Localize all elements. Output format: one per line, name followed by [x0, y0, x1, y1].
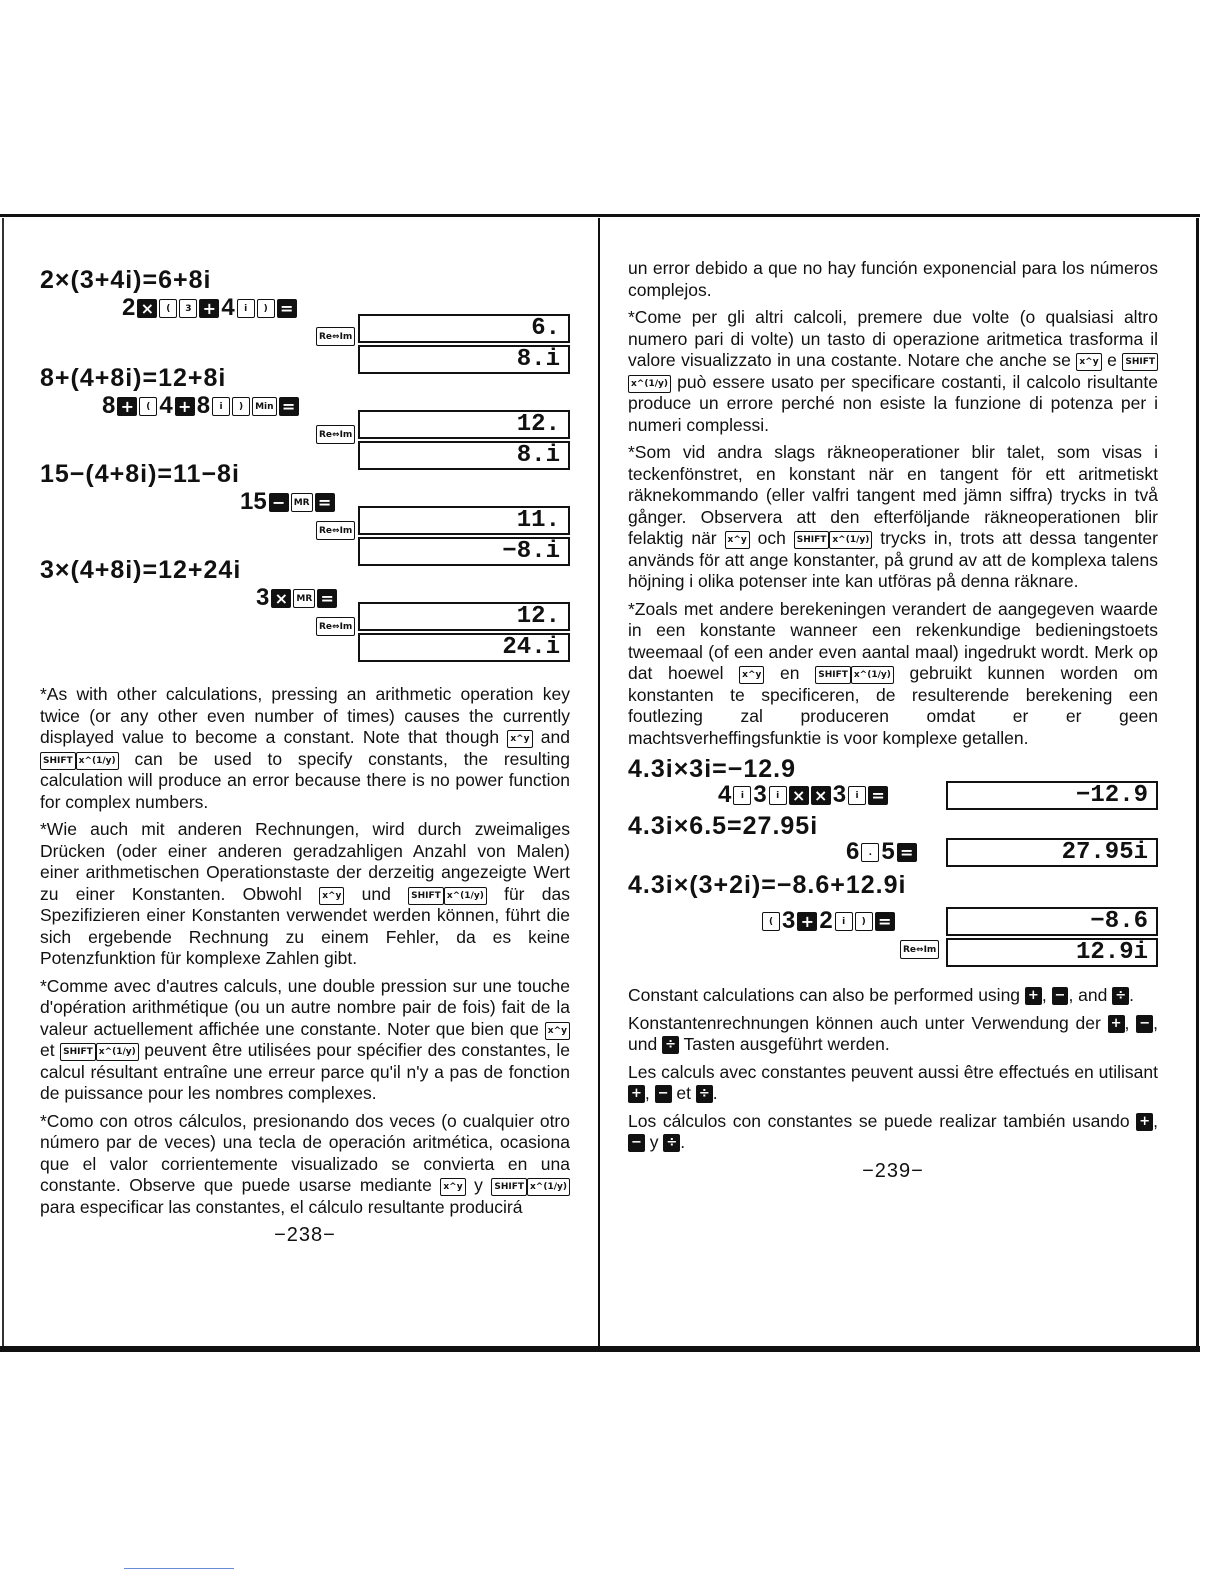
- plus-key-icon: +: [1025, 987, 1042, 1005]
- key-digit: 4: [159, 392, 173, 419]
- shift-key-icon: SHIFT: [1122, 353, 1158, 371]
- minus-key-icon: −: [628, 1134, 645, 1152]
- text: .: [680, 1132, 686, 1152]
- i-key: i: [835, 912, 853, 931]
- example-block: [628, 871, 1158, 971]
- equals-key: =: [277, 299, 297, 318]
- text: *Zoals met andere berekeningen verandert de aangegeven waarde in een konstante wanneer een rekenkundige bedieningstoets tweemaal (of een ander even aantal maal) ingedrukt wordt. Merk op dat hoewel: [628, 598, 1158, 683]
- i-key: i: [212, 397, 230, 416]
- plus-key-icon: +: [1108, 1015, 1125, 1033]
- equation: 4.3i×3i=−12.9: [628, 755, 797, 783]
- root-key-icon: x^(1/y): [444, 887, 487, 905]
- root-key-icon: x^(1/y): [829, 531, 872, 549]
- i-key: i: [237, 299, 255, 318]
- text: für das Spezifizieren einer Konstanten verwendet werden können, führt die sich ergebende Rechnung zu einem Fehler, da es keine Potenzfunktion für komplexe Zahlen gibt.: [40, 883, 570, 968]
- key-sequence: [762, 907, 895, 935]
- lcd-display: −8.i: [358, 537, 570, 566]
- close-paren-key: ): [855, 912, 873, 931]
- divide-key-icon: ÷: [663, 1134, 680, 1152]
- plus-key: +: [117, 397, 137, 416]
- footer-es: [628, 1111, 1158, 1154]
- lcd-display: 24.i: [358, 633, 570, 662]
- shift-key-icon: SHIFT: [491, 1178, 527, 1196]
- equation: 4.3i×(3+2i)=−8.6+12.9i: [628, 871, 907, 899]
- equation: 4.3i×6.5=27.95i: [628, 812, 819, 840]
- text: ,: [1153, 1110, 1158, 1131]
- equals-key: =: [875, 912, 895, 931]
- text: and: [532, 727, 570, 747]
- paragraph-it: [628, 307, 1158, 436]
- paragraph-de: [40, 819, 570, 970]
- plus-key: +: [199, 299, 219, 318]
- equals-key: =: [317, 589, 337, 608]
- shift-key-icon: SHIFT: [40, 752, 76, 770]
- lcd-display: −12.9: [946, 781, 1158, 810]
- lcd-display: 27.95i: [946, 838, 1158, 867]
- text: und: [344, 883, 409, 904]
- text: peuvent être utilisées pour spécifier des constantes, le calcul résultant entraîne une erreur parce qu'il n'y a pas de fonction de puissance pour les nombres complexes.: [40, 1040, 570, 1103]
- root-key-icon: x^(1/y): [851, 666, 894, 684]
- min-key: Min: [252, 397, 276, 416]
- multiply-key: ×: [271, 589, 291, 608]
- xy-key-icon: x^y: [507, 730, 532, 748]
- key-sequence: [102, 392, 299, 420]
- i-key: i: [848, 786, 866, 805]
- lcd-display: 12.9i: [946, 938, 1158, 967]
- equals-key: =: [897, 843, 917, 862]
- shift-key-icon: SHIFT: [60, 1043, 96, 1061]
- text: y: [644, 1132, 664, 1152]
- open-paren-key: (: [139, 397, 157, 416]
- minus-key-icon: −: [655, 1085, 672, 1103]
- key-sequence: [846, 838, 917, 866]
- text: Constant calculations can also be performed using: [628, 985, 1025, 1005]
- key-sequence: [256, 584, 337, 612]
- open-paren-key: (: [762, 912, 780, 931]
- root-key-icon: x^(1/y): [628, 375, 671, 393]
- re-im-key: Re⇔Im: [900, 940, 939, 959]
- text: trycks in, trots att dessa tangenter används för att ange konstanter, på grund av att de komplexa talens höjning i olika potenser inte kan utföras på denna räknare.: [628, 528, 1158, 591]
- lcd-display: −8.6: [946, 907, 1158, 936]
- close-paren-key: ): [257, 299, 275, 318]
- key-digit-3: 3: [179, 299, 197, 318]
- plus-key-icon: +: [1136, 1113, 1153, 1131]
- paragraph-es-cont: un error debido a que no hay función exponencial para los números complejos.: [628, 258, 1158, 300]
- text: Les calculs avec constantes peuvent aussi être effectués en utilisant: [628, 1061, 1158, 1082]
- key-digit: 2: [819, 907, 833, 934]
- footer-de: [628, 1013, 1158, 1056]
- divide-key-icon: ÷: [662, 1036, 679, 1054]
- example-block: [628, 755, 1158, 812]
- text: può essere usato per specificare costanti, il calcolo risultante produce un errore perché non esiste la funzione di potenza per i numeri complessi.: [628, 371, 1158, 435]
- lcd-display: 8.i: [358, 441, 570, 470]
- equation: 2×(3+4i)=6+8i: [40, 266, 212, 294]
- xy-key-icon: x^y: [440, 1178, 465, 1196]
- root-key-icon: x^(1/y): [527, 1178, 570, 1196]
- divide-key-icon: ÷: [1112, 987, 1129, 1005]
- root-key-icon: x^(1/y): [96, 1043, 139, 1061]
- mr-key: MR: [291, 493, 313, 512]
- text: *Come per gli altri calcoli, premere due volte (o qualsiasi altro numero pari di volte) un tasto di operazione aritmetica trasforma il valore visualizzato in una costante. Notare che anche se: [628, 307, 1158, 370]
- text: y: [465, 1175, 492, 1195]
- example-block: [40, 364, 570, 469]
- minus-key: −: [269, 493, 289, 512]
- xy-key-icon: x^y: [545, 1022, 570, 1040]
- minus-key-icon: −: [1136, 1015, 1153, 1033]
- i-key: i: [733, 786, 751, 805]
- divide-key-icon: ÷: [696, 1085, 713, 1103]
- re-im-key: Re⇔Im: [316, 425, 355, 444]
- text: gebruikt kunnen worden om konstanten te specificeren, de resulterende berekening een foutlezing zal produceren omdat er er geen machtsverheffingsfunktie is voor komplexe getallen.: [628, 663, 1158, 748]
- mr-key: MR: [293, 589, 315, 608]
- text: *Wie auch mit anderen Rechnungen, wird durch zweimaliges Drücken (oder einer anderen geradzahligen Anzahl von Malen) einer arithmetischen Operationstaste der derzeitig angezeigte Wert zu einer Konstanten. Obwohl: [40, 819, 570, 904]
- lcd-display: 12.: [358, 602, 570, 631]
- text: Tasten ausgeführt werden.: [678, 1034, 890, 1054]
- shift-key-icon: SHIFT: [408, 887, 444, 905]
- paragraph-sv: [628, 442, 1158, 593]
- plus-key: +: [175, 397, 195, 416]
- lcd-display: 12.: [358, 410, 570, 439]
- example-block: [628, 812, 1158, 869]
- shift-key-icon: SHIFT: [794, 531, 830, 549]
- example-block: [40, 460, 570, 565]
- equation: 15−(4+8i)=11−8i: [40, 460, 240, 488]
- lcd-display: 6.: [358, 314, 570, 343]
- right-edge: [1196, 218, 1199, 1348]
- text: .: [1129, 985, 1135, 1005]
- page-number: −238−: [274, 1224, 336, 1246]
- xy-key-icon: x^y: [739, 666, 764, 684]
- key-digit: 2: [122, 294, 136, 321]
- footer-fr: [628, 1062, 1158, 1105]
- text: ,: [644, 1083, 655, 1103]
- shift-key-icon: SHIFT: [815, 666, 851, 684]
- plus-key-icon: +: [628, 1085, 645, 1103]
- key-digit: 5: [881, 838, 895, 865]
- text: , and: [1068, 985, 1113, 1005]
- plus-key: +: [797, 912, 817, 931]
- text: ,: [1041, 985, 1052, 1005]
- re-im-key: Re⇔Im: [316, 521, 355, 540]
- text: ,: [1124, 1012, 1137, 1033]
- left-edge: [2, 218, 4, 1346]
- key-digit: 4: [221, 294, 235, 321]
- key-digit: 6: [846, 838, 860, 865]
- close-paren-key: ): [232, 397, 250, 416]
- key-sequence: [718, 781, 888, 809]
- equation: 3×(4+8i)=12+24i: [40, 556, 242, 584]
- lcd-display: 11.: [358, 506, 570, 535]
- re-im-key: Re⇔Im: [316, 327, 355, 346]
- multiply-key: ×: [789, 786, 809, 805]
- xy-key-icon: x^y: [319, 887, 344, 905]
- decimal-key: .: [861, 843, 879, 862]
- key-digit: 3: [782, 907, 796, 934]
- equals-key: =: [868, 786, 888, 805]
- key-digit: 15: [240, 488, 267, 515]
- key-digit: 8: [102, 392, 116, 419]
- key-digit: 3: [256, 584, 270, 611]
- text: *As with other calculations, pressing an arithmetic operation key twice (or any other even number of times) causes the currently displayed value to become a constant. Note that though: [40, 684, 570, 747]
- paragraph-nl: [628, 599, 1158, 750]
- minus-key-icon: −: [1052, 987, 1069, 1005]
- text: e: [1101, 350, 1123, 370]
- example-block: [40, 266, 570, 373]
- key-sequence: [122, 294, 297, 322]
- key-sequence: [240, 488, 335, 516]
- key-digit: 8: [196, 392, 211, 419]
- left-page: [40, 266, 570, 1247]
- xy-key-icon: x^y: [1076, 353, 1101, 371]
- text: en: [764, 663, 816, 683]
- open-paren-key: (: [159, 299, 177, 318]
- text: et: [40, 1040, 61, 1060]
- text: para especificar las constantes, el cálculo resultante producirá: [40, 1196, 523, 1217]
- xy-key-icon: x^y: [725, 531, 750, 549]
- footer-en: [628, 985, 1158, 1007]
- paragraph-es: [40, 1111, 570, 1219]
- lcd-display: 8.i: [358, 345, 570, 374]
- top-rule: [0, 214, 1200, 217]
- paragraph-en: [40, 684, 570, 813]
- text: can be used to specify constants, the resulting calculation will produce an error because there is no power function for complex numbers.: [40, 748, 570, 812]
- text: *Som vid andra slags räkneoperationer blir talet, som visas i teckenfönstret, en konstant när en tangent för ett aritmetiskt räknekommando (eller valfri tangent med jämn siffra) trycks in två gånger. Observera att den efterföljande räkneoperationen blir felaktig när: [628, 442, 1158, 548]
- text: .: [712, 1083, 718, 1103]
- bottom-rule: [0, 1346, 1200, 1352]
- example-block: [40, 556, 570, 661]
- text: och: [749, 528, 794, 548]
- text: Los cálculos con constantes se puede realizar también usando: [628, 1110, 1137, 1131]
- equals-key: =: [279, 397, 299, 416]
- text: , und: [628, 1012, 1158, 1054]
- equals-key: =: [315, 493, 335, 512]
- key-digit: 4: [718, 781, 732, 808]
- equation: 8+(4+8i)=12+8i: [40, 364, 227, 392]
- multiply-key: ×: [137, 299, 157, 318]
- key-digit: 3: [753, 781, 767, 808]
- right-page: [628, 258, 1158, 1183]
- scan-artifact-line: [124, 1568, 234, 1569]
- root-key-icon: x^(1/y): [76, 752, 119, 770]
- multiply-key: ×: [811, 786, 831, 805]
- text: *Como con otros cálculos, presionando dos veces (o cualquier otro número par de veces) una tecla de operación aritmética, ocasiona que el valor corrientemente visualizado se convierta en una constante. Observe que puede usarse mediante: [40, 1110, 570, 1195]
- text: Konstantenrechnungen können auch unter Verwendung der: [628, 1012, 1108, 1033]
- page-number: −239−: [862, 1159, 924, 1182]
- paragraph-fr: [40, 976, 570, 1105]
- i-key: i: [769, 786, 787, 805]
- re-im-key: Re⇔Im: [316, 617, 355, 636]
- text: *Comme avec d'autres calculs, une double pression sur une touche d'opération arithmétique (ou un autre nombre pair de fois) fait de la valeur actuellement affichée une constante. Noter que bien que: [40, 975, 570, 1039]
- text: et: [671, 1083, 696, 1103]
- page-divider: [598, 218, 600, 1346]
- key-digit: 3: [832, 781, 847, 808]
